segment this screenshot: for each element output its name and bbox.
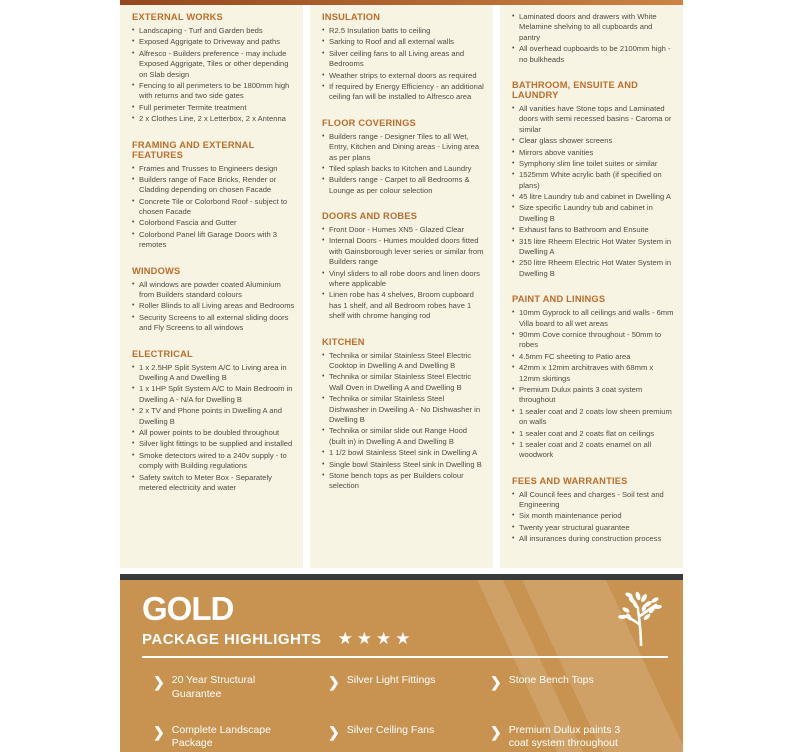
spec-item: • Clear glass shower screens bbox=[512, 136, 675, 146]
spec-section bbox=[132, 12, 295, 125]
section-heading: BATHROOM, ENSUITE AND LAUNDRY bbox=[512, 79, 639, 100]
spec-list bbox=[512, 104, 675, 279]
spec-item: • Builders range - Designer Tiles to all Wet, Entry, Kitchen and Dining areas - Living area as per plans bbox=[322, 132, 485, 163]
spec-item: • Silver ceiling fans to all Living areas and Bedrooms bbox=[322, 49, 485, 70]
section-heading: FLOOR COVERINGS bbox=[322, 117, 416, 128]
spec-list bbox=[132, 280, 295, 334]
spec-item: • 1 sealer coat and 2 coats low sheen premium on walls bbox=[512, 407, 675, 428]
spec-item: • Front Door - Humes XN5 - Glazed Clear bbox=[322, 225, 485, 235]
spec-item: • Roller Blinds to all Living areas and Bedrooms bbox=[132, 301, 295, 311]
spec-item: • Full perimeter Termite treatment bbox=[132, 103, 295, 113]
spec-item: • Linen robe has 4 shelves, Broom cupboard has 1 shelf, and all Bedroom robes have 1 shelf with chrome hanging rod bbox=[322, 290, 485, 321]
spec-section bbox=[512, 294, 675, 460]
spec-item: • 1 sealer coat and 2 coats enamel on all woodwork bbox=[512, 440, 675, 461]
spec-item: • Stone bench tops as per Builders colour selection bbox=[322, 471, 485, 492]
spec-item: • 250 litre Rheem Electric Hot Water System in Dwelling B bbox=[512, 258, 675, 279]
spec-section bbox=[132, 140, 295, 251]
spec-list bbox=[512, 308, 675, 460]
spec-item: • Premium Dulux paints 3 coat system throughout bbox=[512, 385, 675, 406]
section-heading: FRAMING AND EXTERNAL FEATURES bbox=[132, 139, 255, 160]
section-heading: WINDOWS bbox=[132, 265, 181, 276]
highlights-grid bbox=[142, 674, 683, 751]
spec-list bbox=[322, 132, 485, 196]
spec-section bbox=[512, 476, 675, 545]
spec-item: • Landscaping - Turf and Garden beds bbox=[132, 26, 295, 36]
spec-item: • All Council fees and charges - Soil test and Engineering bbox=[512, 490, 675, 511]
spec-list bbox=[132, 363, 295, 494]
spec-item: • All overhead cupboards to be 2100mm high - no bulkheads bbox=[512, 44, 675, 65]
spec-list bbox=[322, 26, 485, 103]
spec-item: • Security Screens to all external sliding doors and Fly Screens to all windows bbox=[132, 313, 295, 334]
spec-section bbox=[322, 12, 485, 103]
section-heading: KITCHEN bbox=[322, 336, 365, 347]
spec-item: • Sarking to Roof and all external walls bbox=[322, 37, 485, 47]
chevron-icon: ❯ bbox=[153, 674, 165, 691]
package-title: GOLD bbox=[142, 589, 234, 627]
section-heading: PAINT AND LININGS bbox=[512, 294, 606, 305]
spec-item: • Builders range - Carpet to all Bedrooms & Lounge as per colour selection bbox=[322, 175, 485, 196]
highlight-label: 20 Year Structural Guarantee bbox=[171, 674, 256, 700]
highlight-item bbox=[328, 724, 490, 751]
spec-item: • Frames and Trusses to Engineers design bbox=[132, 164, 295, 174]
chevron-icon: ❯ bbox=[490, 723, 502, 740]
spec-item: • Smoke detectors wired to a 240v supply - to comply with Building regulations bbox=[132, 451, 295, 472]
chevron-icon: ❯ bbox=[328, 723, 340, 740]
highlight-label: Stone Bench Tops bbox=[508, 674, 594, 687]
spec-item: • Vinyl sliders to all robe doors and linen doors where applicable bbox=[322, 269, 485, 290]
spec-section bbox=[322, 118, 485, 196]
spec-item: • 1 x 2.5HP Split System A/C to Living area in Dwelling A and Dwelling B bbox=[132, 363, 295, 384]
spec-item: • 90mm Cove cornice throughout - 50mm to robes bbox=[512, 330, 675, 351]
spec-item: • 1525mm White acrylic bath (if specified on plans) bbox=[512, 170, 675, 191]
spec-item: • 45 litre Laundry tub and cabinet in Dwelling A bbox=[512, 192, 675, 202]
spec-item: • Technika or similar Stainless Steel Dishwasher in Dweiling A - No Dishwasher in Dwelling B bbox=[322, 394, 485, 425]
highlight-label: Silver Ceiling Fans bbox=[346, 723, 435, 736]
spec-column-2 bbox=[310, 5, 493, 568]
spec-item: • Fencing to all perimeters to be 1800mm high with returns and two side gates bbox=[132, 81, 295, 102]
spec-item: • Builders range of Face Bricks, Render or Cladding depending on chosen Facade bbox=[132, 175, 295, 196]
spec-item: • Silver light fittings to be supplied and installed bbox=[132, 439, 295, 449]
section-heading: INSULATION bbox=[322, 12, 381, 22]
spec-item: • Exhaust fans to Bathroom and Ensuite bbox=[512, 225, 675, 235]
section-heading: DOORS AND ROBES bbox=[322, 211, 418, 222]
spec-list bbox=[512, 490, 675, 545]
spec-item: • Technika or similar Stainless Steel Electric Wall Oven in Dwelling A and Dwelling B bbox=[322, 372, 485, 393]
spec-item: • 2 x TV and Phone points in Dwelling A and Dwelling B bbox=[132, 406, 295, 427]
spec-item: • All insurances during construction process bbox=[512, 534, 675, 544]
spec-item: • R2.5 Insulation batts to ceiling bbox=[322, 26, 485, 36]
tree-icon bbox=[617, 590, 663, 646]
spec-item: • All power points to be doubled throughout bbox=[132, 428, 295, 438]
spec-item: • Exposed Aggrigate to Driveway and paths bbox=[132, 37, 295, 47]
spec-item: • If required by Energy Efficiency - an additional ceiling fan will be installed to Alfresco area bbox=[322, 82, 485, 103]
gold-banner bbox=[120, 580, 683, 752]
spec-item: • 4.5mm FC sheeting to Patio area bbox=[512, 352, 675, 362]
spec-item: • Concrete Tile or Colorbond Roof - subject to chosen Facade bbox=[132, 197, 295, 218]
spec-column-1 bbox=[120, 5, 303, 568]
spec-columns bbox=[120, 5, 683, 568]
spec-item: • Tiled splash backs to Kitchen and Laundry bbox=[322, 164, 485, 174]
spec-item: • Mirrors above vanities bbox=[512, 148, 675, 158]
spec-list bbox=[512, 12, 675, 65]
brochure-page bbox=[120, 0, 683, 752]
spec-item: • 2 x Clothes Line, 2 x Letterbox, 2 x Antenna bbox=[132, 114, 295, 124]
section-heading: FEES AND WARRANTIES bbox=[512, 475, 628, 486]
highlight-label: Silver Light Fittings bbox=[346, 674, 436, 687]
spec-list bbox=[322, 351, 485, 492]
highlight-item bbox=[490, 724, 683, 751]
spec-column-3 bbox=[500, 5, 683, 568]
spec-item: • Colorbond Fascia and Gutter bbox=[132, 218, 295, 228]
highlight-item bbox=[153, 724, 328, 751]
star-rating-icons: ★★★★ bbox=[337, 629, 415, 649]
spec-item: • Six month maintenance period bbox=[512, 511, 675, 521]
highlight-item bbox=[490, 674, 683, 701]
spec-item: • Alfresco - Builders preference - may include Exposed Aggrigate, Tiles or other depending on Slab design bbox=[132, 49, 295, 80]
spec-section bbox=[132, 349, 295, 494]
highlight-label: Premium Dulux paints 3 coat system throughout bbox=[508, 723, 621, 750]
banner-underline bbox=[142, 656, 668, 658]
spec-section bbox=[322, 337, 485, 492]
highlight-label: Complete Landscape Package bbox=[171, 723, 271, 750]
spec-item: • Safety switch to Meter Box - Separately metered electricity and water bbox=[132, 473, 295, 494]
spec-item: • Weather strips to external doors as required bbox=[322, 71, 485, 81]
highlight-item bbox=[153, 674, 328, 701]
spec-list bbox=[132, 26, 295, 125]
spec-item: • 1 x 1HP Split System A/C to Main Bedroom in Dwelling A - N/A for Dwelling B bbox=[132, 384, 295, 405]
spec-list bbox=[132, 164, 295, 251]
section-heading: ELECTRICAL bbox=[132, 348, 193, 359]
spec-item: • Colorbond Panel lift Garage Doors with 3 remotes bbox=[132, 230, 295, 251]
spec-item: • Technika or similar slide out Range Hood (built in) in Dwelling A and Dwelling B bbox=[322, 426, 485, 447]
spec-item: • Internal Doors - Humes moulded doors fitted with Gainsborough lever series or similar from Builders range bbox=[322, 236, 485, 267]
spec-list bbox=[322, 225, 485, 322]
spec-item: • Symphony slim line toilet suites or similar bbox=[512, 159, 675, 169]
spec-item: • Technika or similar Stainless Steel Electric Cooktop in Dwelling A and Dwelling B bbox=[322, 351, 485, 372]
spec-item: • Size specific Laundry tub and cabinet in Dwelling B bbox=[512, 203, 675, 224]
spec-item: • All vanities have Stone tops and Laminated doors with semi recessed basins - Caroma or similar bbox=[512, 104, 675, 135]
package-subtitle: PACKAGE HIGHLIGHTS bbox=[142, 631, 322, 649]
spec-item: • Laminated doors and drawers with White Melamine shelving to all cupboards and pantry bbox=[512, 12, 675, 43]
highlight-item bbox=[328, 674, 490, 701]
chevron-icon: ❯ bbox=[490, 674, 502, 691]
spec-section bbox=[512, 12, 675, 65]
spec-section bbox=[132, 266, 295, 334]
chevron-icon: ❯ bbox=[328, 674, 340, 691]
spec-section bbox=[512, 80, 675, 279]
spec-item: • 1 1/2 bowl Stainless Steel sink in Dwelling A bbox=[322, 448, 485, 458]
spec-item: • Single bowl Stainless Steel sink in Dwelling B bbox=[322, 460, 485, 470]
spec-item: • 315 litre Rheem Electric Hot Water System in Dwelling A bbox=[512, 237, 675, 258]
spec-item: • Twenty year structural guarantee bbox=[512, 523, 675, 533]
spec-item: • All windows are powder coated Aluminium from Builders standard colours bbox=[132, 280, 295, 301]
spec-item: • 10mm Gyprock to all ceilings and walls - 6mm Villa board to all wet areas bbox=[512, 308, 675, 329]
spec-item: • 42mm x 12mm architraves with 68mm x 12mm skirtings bbox=[512, 363, 675, 384]
spec-item: • 1 sealer coat and 2 coats flat on ceilings bbox=[512, 429, 675, 439]
spec-section bbox=[322, 211, 485, 322]
package-subtitle-row bbox=[142, 629, 683, 649]
section-heading: EXTERNAL WORKS bbox=[132, 12, 223, 22]
chevron-icon: ❯ bbox=[153, 723, 165, 740]
